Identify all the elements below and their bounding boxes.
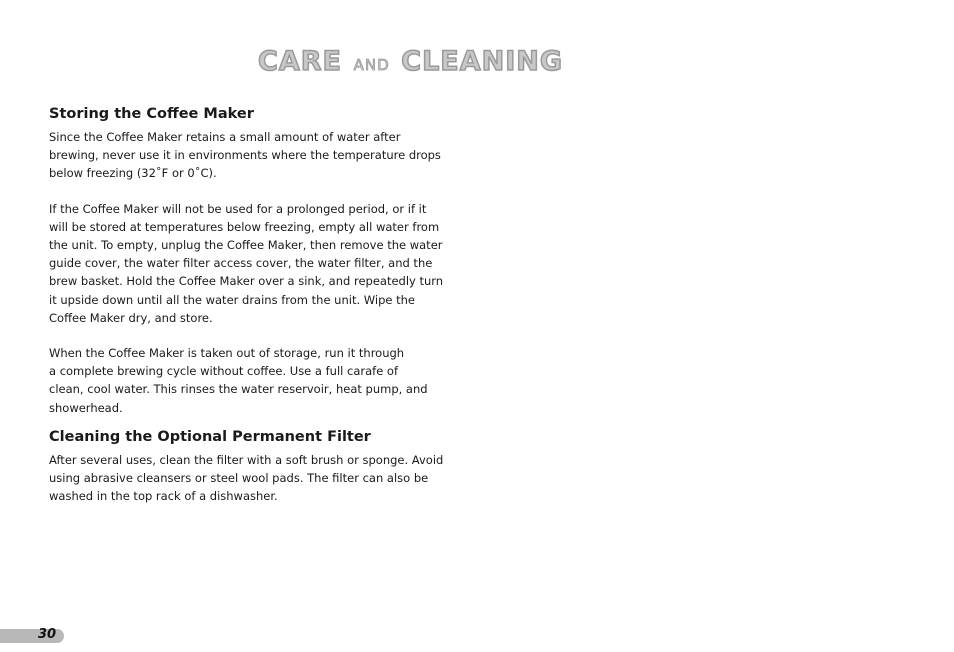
paragraph-storing-3 (49, 344, 439, 417)
text-line: Coffee Maker dry, and store. (49, 310, 213, 325)
page-title (258, 40, 563, 78)
text-line: it upside down until all the water drains from the unit. Wipe the (49, 292, 415, 307)
text-line: If the Coffee Maker will not be used for a prolonged period, or if it (49, 201, 427, 216)
text-line: using abrasive cleansers or steel wool pads. The filter can also be (49, 471, 429, 486)
title-and: AND (353, 56, 390, 74)
text-line: When the Coffee Maker is taken out of storage, run it through (49, 346, 405, 361)
page-number: 30 (38, 627, 57, 642)
text-line: guide cover, the water filter access cover, the water filter, and the (49, 256, 433, 271)
section-heading-storing: Storing the Coffee Maker (49, 106, 254, 122)
text-line: showerhead. (49, 400, 123, 415)
text-line: clean, cool water. This rinses the water reservoir, heat pump, and (49, 382, 428, 397)
title-cleaning: CLEANING (401, 46, 564, 77)
text-line: below freezing (32˚F or 0˚C). (49, 166, 217, 181)
section-heading-cleaning-filter: Cleaning the Optional Permanent Filter (49, 428, 371, 445)
paragraph-storing-2 (49, 200, 444, 327)
text-line: Since the Coffee Maker retains a small amount of water after (49, 130, 401, 144)
text-line: washed in the top rack of a dishwasher. (49, 489, 278, 504)
paragraph-cleaning-filter (49, 451, 444, 506)
text-line: brew basket. Hold the Coffee Maker over a sink, and repeatedly turn (49, 274, 444, 289)
paragraph-storing-1 (49, 128, 439, 183)
title-care: CARE (258, 46, 342, 77)
text-line: will be stored at temperatures below freezing, empty all water from (49, 219, 440, 234)
main-content (49, 104, 444, 505)
text-line: After several uses, clean the filter with a soft brush or sponge. Avoid (49, 452, 444, 467)
text-line: the unit. To empty, unplug the Coffee Maker, then remove the water (49, 238, 443, 253)
text-line: brewing, never use it in environments where the temperature drops (49, 148, 441, 163)
text-line: a complete brewing cycle without coffee. Use a full carafe of (49, 364, 399, 379)
